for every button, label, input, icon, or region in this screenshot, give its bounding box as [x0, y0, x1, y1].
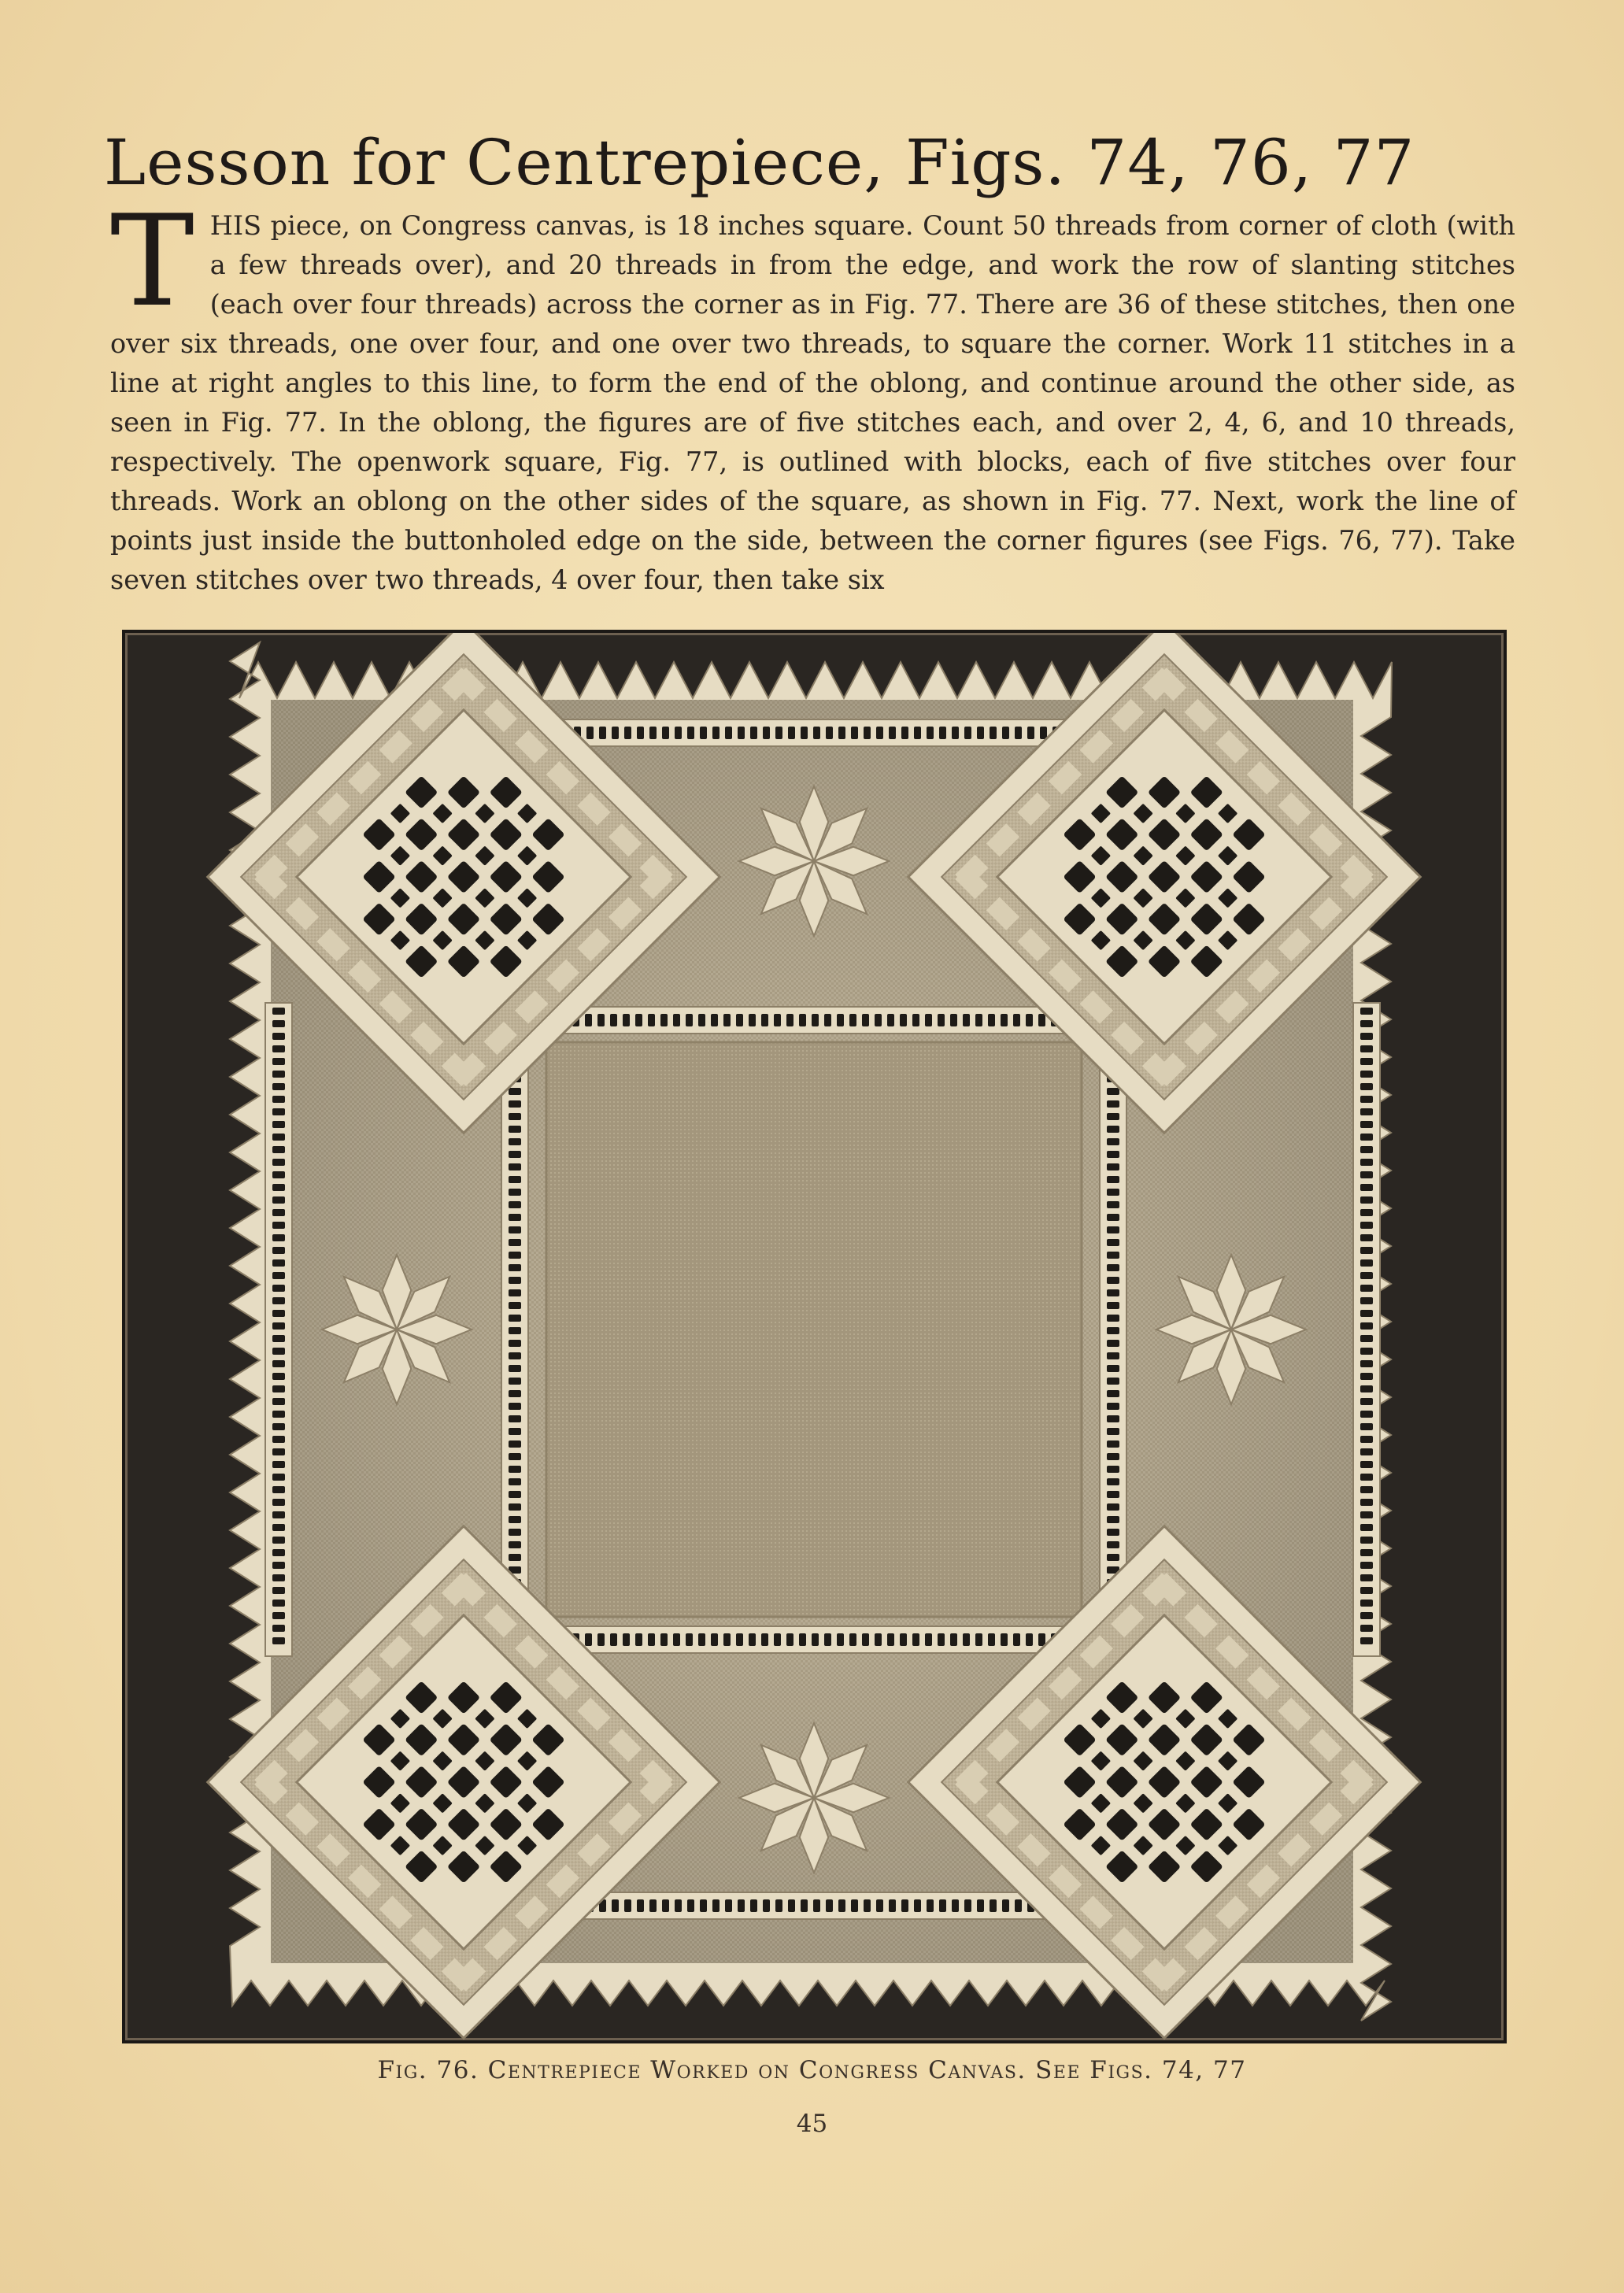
figure-caption: Fig. 76. Centrepiece Worked on Congress Canvas. See Figs. 74, 77	[377, 2056, 1247, 2084]
star-motif-top	[739, 786, 889, 936]
page-number: 45	[796, 2110, 828, 2138]
openwork-outer-top	[519, 719, 1109, 746]
centrepiece-photo	[122, 630, 1507, 2043]
centre-square	[546, 1042, 1082, 1617]
drop-cap: T	[110, 187, 194, 335]
openwork-bar-top	[542, 1007, 1070, 1034]
star-motif-bottom	[739, 1723, 889, 1873]
centrepiece-illustration	[125, 633, 1504, 2040]
body-text: HIS piece, on Congress canvas, is 18 inches square. Count 50 threads from corner of cloth (with a few threads over), and 20 threads in from the edge, and work the row of slanting stitches (each over four threads) across the corner as in Fig. 77. There are 36 of these stitches, then one over six threads, one over four, and one over two threads, to square the corner. Work 11 stitches in a line at right angles to this line, to form the end of the oblong, and continue around the other side, as seen in Fig. 77. In the oblong, the figures are of five stitches each, and over 2, 4, 6, and 10 threads, respectively. The openwork square, Fig. 77, is outlined with blocks, each of five stitches over four threads. Work an oblong on the other sides of the square, as shown in Fig. 77. Next, work the line of points just inside the buttonholed edge on the side, between the corner figures (see Figs. 76, 77). Take seven stitches over two threads, 4 over four, then take six	[110, 210, 1515, 595]
page-title: Lesson for Centrepiece, Figs. 74, 76, 77	[104, 126, 1415, 199]
openwork-outer-left	[265, 1003, 292, 1656]
openwork-bar-right	[1100, 1058, 1126, 1609]
openwork-bar-bottom	[542, 1626, 1070, 1653]
star-motif-right	[1156, 1255, 1306, 1404]
star-motif-left	[322, 1255, 472, 1404]
openwork-outer-bottom	[519, 1892, 1109, 1919]
openwork-bar-left	[501, 1058, 528, 1609]
openwork-outer-right	[1353, 1003, 1380, 1656]
body-paragraph	[110, 187, 1515, 600]
